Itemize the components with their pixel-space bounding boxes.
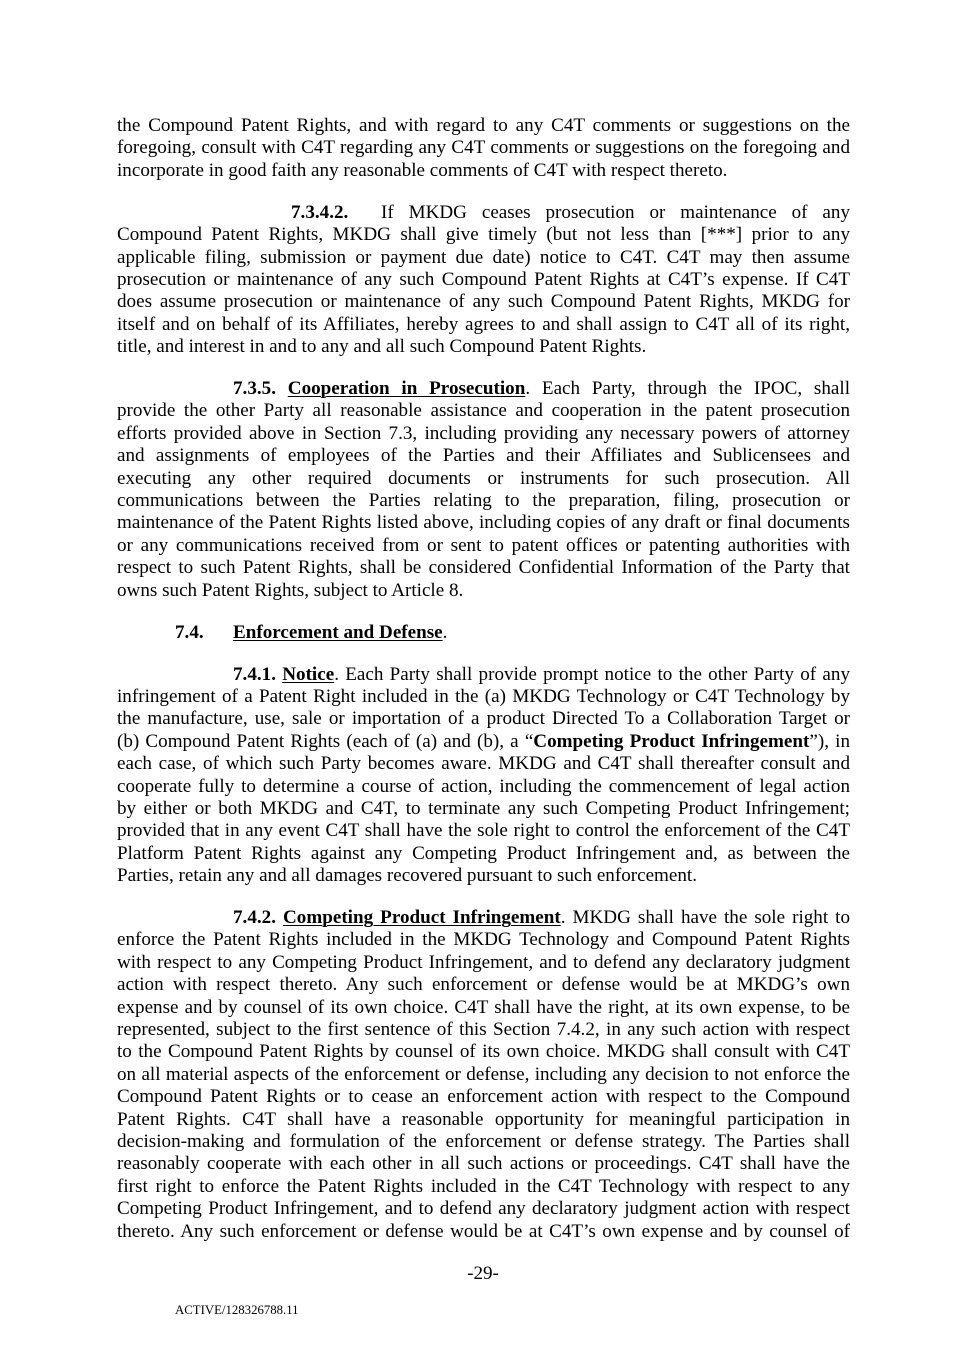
body-line — [117, 202, 850, 224]
body-line: infringement of a Patent Right included in the (a) MKDG Technology or C4T Technology by — [117, 685, 850, 707]
body-line: applicable filing, submission or payment due date) notice to C4T. C4T may then assume — [117, 246, 850, 268]
body-line: on all material aspects of the enforcement or defense, including any decision to not enforce the — [117, 1063, 850, 1085]
body-line: efforts provided above in Section 7.3, including providing any necessary powers of attorney — [117, 422, 850, 444]
body-line: incorporate in good faith any reasonable comments of C4T with respect thereto. — [117, 159, 728, 181]
body-line: with respect to any Competing Product Infringement, and to defend any declaratory judgment — [117, 951, 850, 973]
body-line: Patent Rights. C4T shall have a reasonable opportunity for meaningful participation in — [117, 1108, 850, 1130]
body-line: owns such Patent Rights, subject to Article 8. — [117, 579, 464, 601]
body-line: cooperate fully to determine a course of action, including the commencement of legal action — [117, 775, 850, 797]
line-text: If MKDG ceases prosecution or maintenance of any — [381, 201, 850, 223]
section-7-4-heading — [117, 622, 850, 644]
heading-line — [117, 622, 850, 644]
section-7-3-4-2 — [117, 202, 850, 359]
section-heading: Competing Product Infringement — [282, 907, 561, 929]
body-line: Compound Patent Rights or to cease an enforcement action with respect to the Compound — [117, 1086, 850, 1108]
body-line: Parties, retain any and all damages recovered pursuant to such enforcement. — [117, 865, 698, 887]
section-heading: Notice — [282, 663, 335, 685]
continued-paragraph — [117, 115, 850, 182]
body-line: prosecution or maintenance of any such Compound Patent Rights at C4T’s expense. If C4T — [117, 268, 850, 290]
body-line: maintenance of the Patent Rights listed above, including copies of any draft or final documents — [117, 512, 850, 534]
body-line: does assume prosecution or maintenance of any such Compound Patent Rights, MKDG for — [117, 291, 850, 313]
body-line: by either or both MKDG and C4T, to terminate any such Competing Product Infringement; — [117, 797, 850, 819]
body-line: executing any other required documents or instruments for such prosecution. All — [117, 467, 850, 489]
body-line: enforce the Patent Rights included in the MKDG Technology and Compound Patent Rights — [117, 929, 850, 951]
body-line: Compound Patent Rights, MKDG shall give timely (but not less than [***] prior to any — [117, 224, 850, 246]
section-number: 7.4.2. — [233, 907, 276, 929]
section-number: 7.4. — [175, 621, 204, 643]
line-text: (b) Compound Patent Rights (each of (a) and (b), a “ — [117, 730, 534, 752]
line-text: . Each Party shall provide prompt notice to the other Party of any — [334, 663, 850, 685]
body-line: Platform Patent Rights against any Competing Product Infringement and, as between the — [117, 842, 850, 864]
section-number: 7.4.1. — [233, 663, 276, 685]
section-7-4-2 — [117, 907, 850, 1243]
body-line: each case, of which such Party becomes aware. MKDG and C4T shall thereafter consult and — [117, 753, 850, 775]
body-line: action with respect thereto. Any such enforcement or defense would be at MKDG’s own — [117, 974, 850, 996]
body-line: provide the other Party all reasonable assistance and cooperation in the patent prosecution — [117, 400, 850, 422]
section-7-4-1 — [117, 664, 850, 888]
section-heading: Enforcement and Defense — [233, 621, 443, 643]
body-line: Competing Product Infringement, and to defend any declaratory judgment action with respect — [117, 1198, 850, 1220]
section-7-3-5 — [117, 378, 850, 602]
line-text: . Each Party, through the IPOC, shall — [525, 378, 850, 400]
body-line: reasonably cooperate with each other in all such actions or proceedings. C4T shall have the — [117, 1153, 850, 1175]
body-line: first right to enforce the Patent Rights included in the C4T Technology with respect to any — [117, 1175, 850, 1197]
body-line — [117, 378, 850, 400]
heading-punctuation: . — [442, 621, 448, 643]
body-line — [117, 731, 850, 753]
section-number: 7.3.5. — [233, 378, 276, 400]
section-number: 7.3.4.2. — [291, 201, 349, 223]
body-line: the Compound Patent Rights, and with regard to any C4T comments or suggestions on the — [117, 115, 850, 136]
body-line: respect to such Patent Rights, shall be considered Confidential Information of the Party that — [117, 557, 850, 579]
body-line: title, and interest in and to any and all such Compound Patent Rights. — [117, 336, 647, 358]
body-line — [117, 664, 850, 686]
body-line: thereto. Any such enforcement or defense would be at C4T’s own expense and by counsel of — [117, 1220, 850, 1242]
section-heading: Cooperation in Prosecution — [287, 378, 526, 400]
body-line: itself and on behalf of its Affiliates, hereby agrees to and shall assign to C4T all of its right, — [117, 313, 850, 335]
body-line: communications between the Parties relating to the preparation, filing, prosecution or — [117, 490, 850, 512]
body-line: or any communications received from or sent to patent offices or patenting authorities with — [117, 534, 850, 556]
body-line: provided that in any event C4T shall have the sole right to control the enforcement of the C4T — [117, 820, 850, 842]
body-line: and assignments of employees of the Parties and their Affiliates and Sublicensees and — [117, 445, 850, 467]
body-line: represented, subject to the first sentence of this Section 7.4.2, in any such action with respect — [117, 1019, 850, 1041]
body-text — [117, 115, 850, 1263]
line-text: . MKDG shall have the sole right to — [560, 907, 851, 929]
body-line: foregoing, consult with C4T regarding any C4T comments or suggestions on the foregoing and — [117, 137, 850, 159]
body-line: expense and by counsel of its own choice. C4T shall have the right, at its own expense, to be — [117, 996, 850, 1018]
body-line: the manufacture, use, sale or importation of a product Directed To a Collaboration Target or — [117, 708, 850, 730]
page-number: -29- — [467, 1263, 499, 1284]
body-line — [117, 907, 850, 929]
document-id-footer: ACTIVE/128326788.11 — [175, 1303, 299, 1317]
defined-term: Competing Product Infringement — [533, 730, 810, 752]
body-line: to the Compound Patent Rights by counsel of its own choice. MKDG shall consult with C4T — [117, 1041, 850, 1063]
body-line: decision-making and formulation of the enforcement or defense strategy. The Parties shall — [117, 1130, 850, 1152]
line-text: ”), in — [809, 730, 850, 752]
